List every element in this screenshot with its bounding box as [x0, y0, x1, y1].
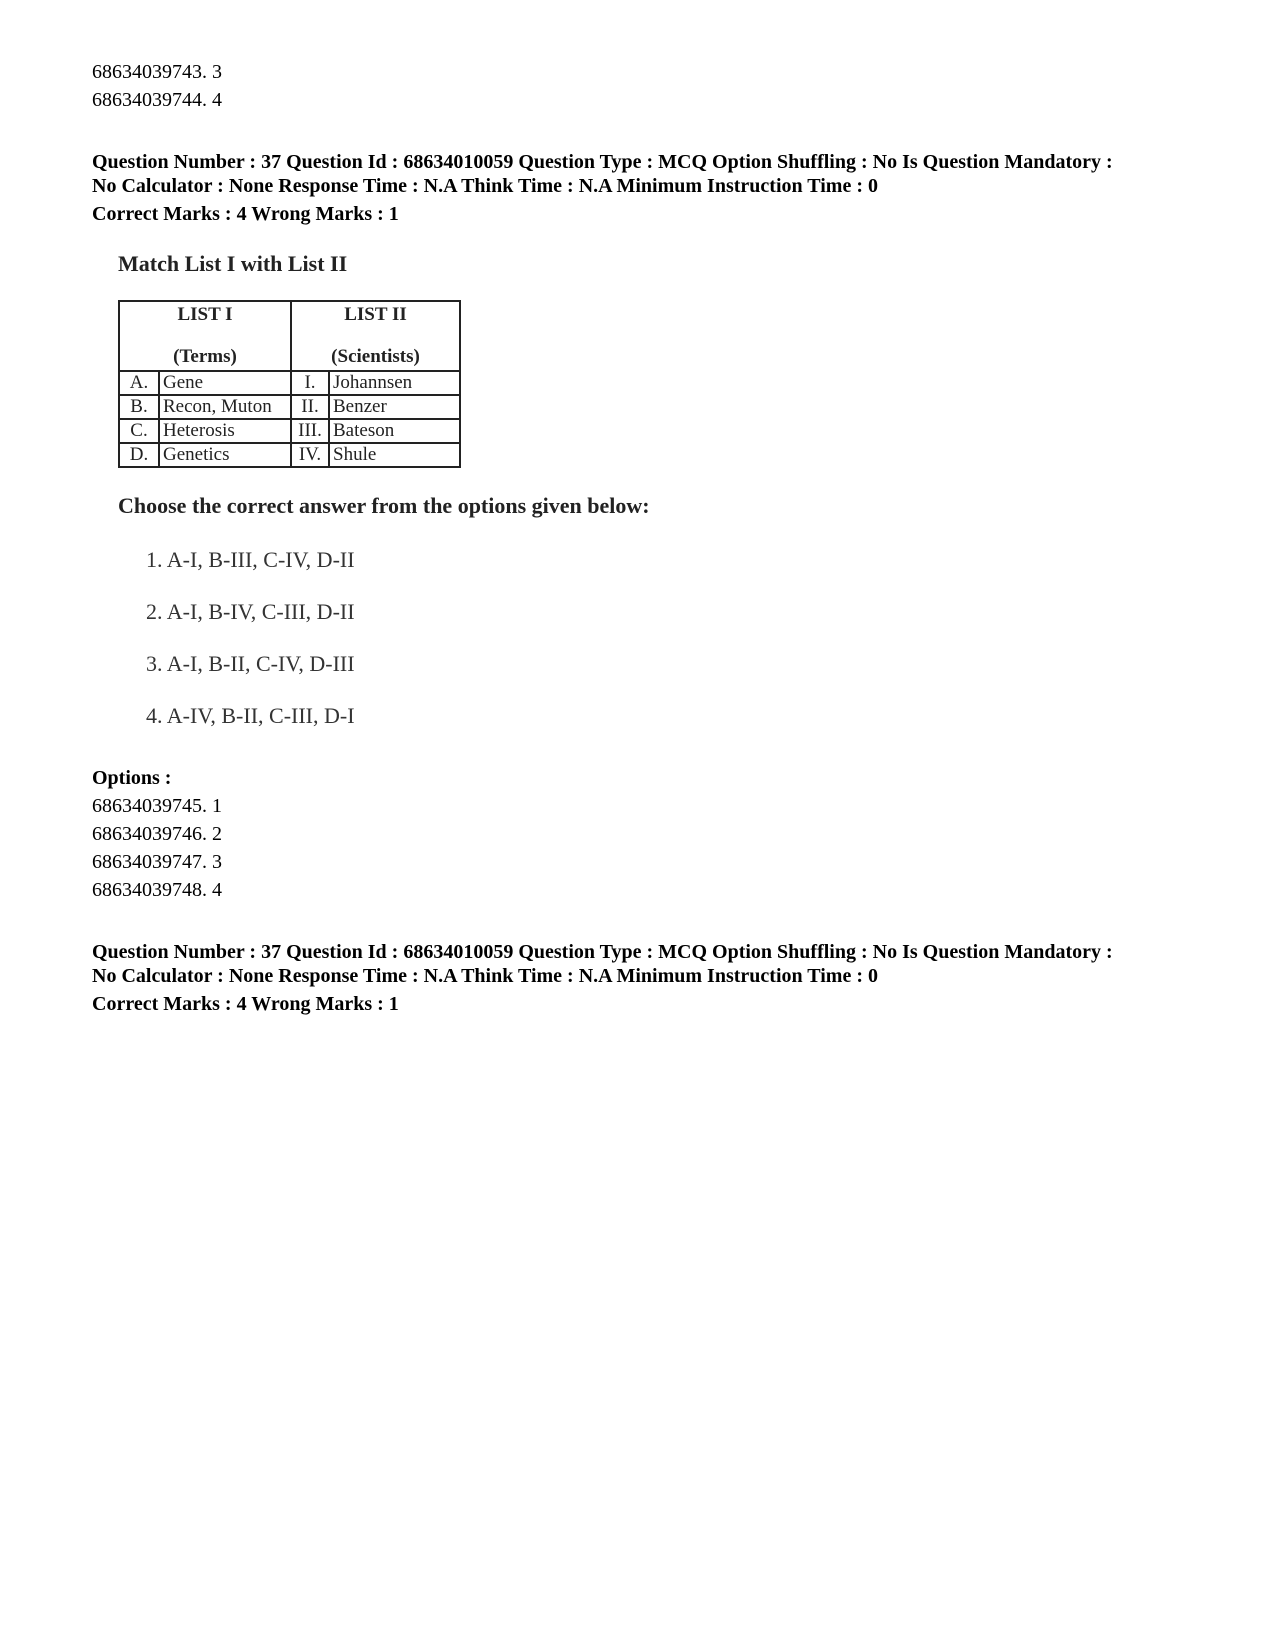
term-label: C. — [119, 419, 159, 443]
marks-line: Correct Marks : 4 Wrong Marks : 1 — [92, 203, 399, 225]
scientist-label: III. — [291, 419, 329, 443]
term-cell: Genetics — [159, 443, 291, 467]
marks-line: Correct Marks : 4 Wrong Marks : 1 — [92, 993, 399, 1015]
question-header-line-2: No Calculator : None Response Time : N.A Think Time : N.A Minimum Instruction Time : 0 — [92, 965, 878, 987]
option-value: 1 — [212, 795, 222, 817]
scientist-cell: Johannsen — [329, 371, 460, 395]
previous-options — [92, 58, 1192, 114]
list2-title: LIST II — [344, 304, 407, 325]
option-value: 3 — [212, 851, 222, 873]
option-id: 68634039743 — [92, 61, 202, 83]
match-table — [118, 300, 461, 468]
option-id: 68634039748 — [92, 879, 202, 901]
option-id: 68634039745 — [92, 795, 202, 817]
scientist-cell: Shule — [329, 443, 460, 467]
scientist-cell: Benzer — [329, 395, 460, 419]
answer-choice: 2. A-I, B-IV, C-III, D-II — [146, 599, 355, 624]
term-label: A. — [119, 371, 159, 395]
question-header-line-1: Question Number : 37 Question Id : 68634010059 Question Type : MCQ Option Shuffling : No Is Question Mandatory : — [92, 941, 1113, 963]
table-row — [119, 419, 460, 443]
option-line: 68634039745. 1 — [92, 795, 222, 817]
question-header-line-2: No Calculator : None Response Time : N.A Think Time : N.A Minimum Instruction Time : 0 — [92, 175, 878, 197]
option-id: 68634039747 — [92, 851, 202, 873]
answer-choice: 3. A-I, B-II, C-IV, D-III — [146, 651, 355, 676]
term-label: B. — [119, 395, 159, 419]
answer-choices — [146, 546, 818, 730]
option-id: 68634039746 — [92, 823, 202, 845]
answer-choice: 4. A-IV, B-II, C-III, D-I — [146, 703, 355, 728]
option-line: 68634039747. 3 — [92, 851, 222, 873]
scientist-label: I. — [291, 371, 329, 395]
question-header-line-1: Question Number : 37 Question Id : 68634010059 Question Type : MCQ Option Shuffling : No Is Question Mandatory : — [92, 151, 1113, 173]
option-value: 4 — [212, 879, 222, 901]
option-value: 3 — [212, 61, 222, 83]
question-block — [92, 150, 1192, 904]
answer-choice: 1. A-I, B-III, C-IV, D-II — [146, 547, 355, 572]
document-page — [92, 58, 1192, 1018]
scientist-label: IV. — [291, 443, 329, 467]
option-line: 68634039743. 3 — [92, 61, 222, 83]
question-image — [118, 250, 818, 730]
option-line: 68634039748. 4 — [92, 879, 222, 901]
term-label: D. — [119, 443, 159, 467]
choose-instruction: Choose the correct answer from the options given below: — [118, 493, 650, 518]
list2-subtitle: (Scientists) — [331, 346, 420, 367]
option-line: 68634039744. 4 — [92, 89, 222, 111]
list1-header — [119, 301, 291, 371]
scientist-label: II. — [291, 395, 329, 419]
question-block — [92, 940, 1192, 1018]
option-value: 4 — [212, 89, 222, 111]
option-line: 68634039746. 2 — [92, 823, 222, 845]
list1-subtitle: (Terms) — [173, 346, 237, 367]
term-cell: Heterosis — [159, 419, 291, 443]
table-header-row — [119, 301, 460, 371]
scientist-cell: Bateson — [329, 419, 460, 443]
table-row — [119, 371, 460, 395]
option-value: 2 — [212, 823, 222, 845]
table-row — [119, 443, 460, 467]
table-row — [119, 395, 460, 419]
list1-title: LIST I — [177, 304, 233, 325]
list2-header — [291, 301, 460, 371]
term-cell: Gene — [159, 371, 291, 395]
options-list — [92, 792, 1192, 904]
term-cell: Recon, Muton — [159, 395, 291, 419]
question-prompt: Match List I with List II — [118, 251, 348, 276]
options-label: Options : — [92, 767, 172, 789]
option-id: 68634039744 — [92, 89, 202, 111]
